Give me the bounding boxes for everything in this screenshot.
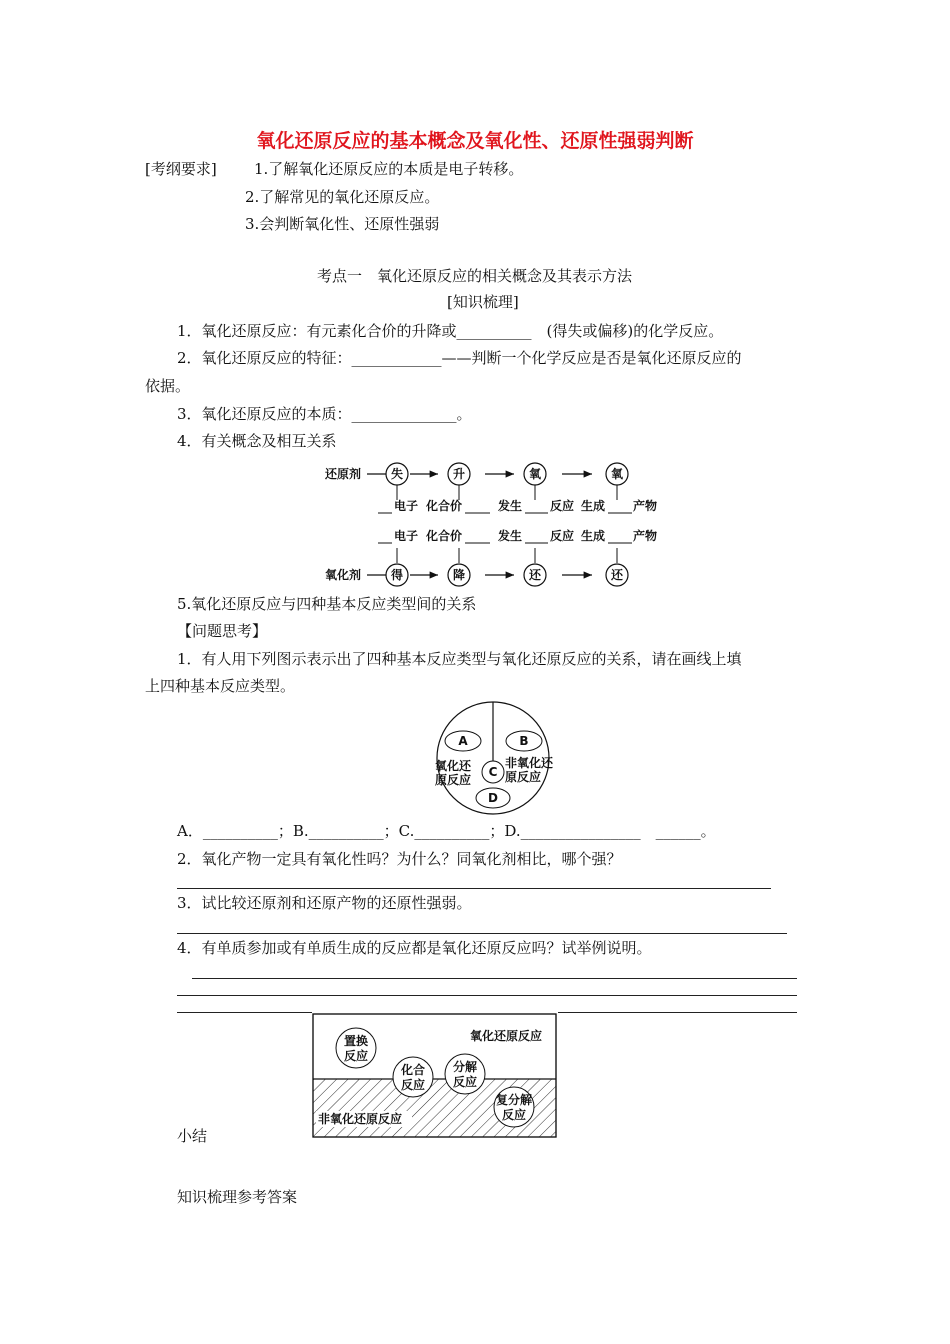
svg-text:A: A xyxy=(458,734,468,748)
questions-heading: 【问题思考】 xyxy=(177,622,268,640)
svg-text:氧化还: 氧化还 xyxy=(435,759,472,773)
svg-text:氧化还原反应: 氧化还原反应 xyxy=(470,1029,543,1043)
question-text: 4．有单质参加或有单质生成的反应都是氧化还原反应吗？试举例说明。 xyxy=(177,939,652,957)
answer-blanks[interactable]: A．__________；B.__________；C.__________；D.________________ ______。 xyxy=(177,822,716,840)
knowledge-item: 4．有关概念及相互关系 xyxy=(177,432,337,450)
svg-text:化合价: 化合价 xyxy=(426,499,463,513)
question-text: 上四种基本反应类型。 xyxy=(145,677,296,695)
svg-text:电子: 电子 xyxy=(394,499,419,513)
knowledge-item: 2．氧化还原反应的特征：____________——判断一个化学反应是否是氧化还原反应的 xyxy=(177,349,742,367)
svg-text:D: D xyxy=(488,791,498,805)
section-subheading: [知识梳理] xyxy=(447,293,519,311)
svg-text:反应: 反应 xyxy=(452,1075,478,1089)
answer-line[interactable] xyxy=(177,1012,312,1013)
svg-text:反应: 反应 xyxy=(550,529,575,543)
svg-text:复分解: 复分解 xyxy=(495,1093,533,1107)
svg-text:分解: 分解 xyxy=(452,1060,478,1074)
svg-text:反应: 反应 xyxy=(501,1108,527,1122)
svg-text:化合: 化合 xyxy=(400,1063,426,1077)
question-text: 3．试比较还原剂和还原产物的还原性强弱。 xyxy=(177,894,472,912)
knowledge-item: 3．氧化还原反应的本质：______________。 xyxy=(177,405,472,423)
svg-text:非氧化还: 非氧化还 xyxy=(505,756,554,770)
knowledge-item: 1．氧化还原反应：有元素化合价的升降或__________ (得失或偏移)的化学反应。 xyxy=(177,322,724,340)
flow-node-text: 还 xyxy=(528,568,542,582)
svg-text:置换: 置换 xyxy=(343,1034,369,1048)
concept-flow-diagram xyxy=(320,455,670,590)
svg-text:原反应: 原反应 xyxy=(505,770,542,784)
flow-node-text: 氧 xyxy=(528,467,542,481)
svg-text:化合价: 化合价 xyxy=(426,529,463,543)
answer-line[interactable] xyxy=(558,1012,797,1013)
answer-line[interactable] xyxy=(192,978,797,979)
flow-node-text: 升 xyxy=(452,467,466,481)
knowledge-item: 5.氧化还原反应与四种基本反应类型间的关系 xyxy=(177,595,477,613)
svg-text:生成: 生成 xyxy=(581,529,606,543)
svg-text:产物: 产物 xyxy=(633,499,658,513)
knowledge-item: 依据。 xyxy=(145,377,191,395)
svg-text:反应: 反应 xyxy=(343,1049,369,1063)
svg-text:发生: 发生 xyxy=(498,529,523,543)
reaction-type-box-diagram xyxy=(312,1013,558,1139)
svg-text:B: B xyxy=(519,734,529,748)
svg-text:非氧化还原反应: 非氧化还原反应 xyxy=(318,1112,403,1126)
answer-heading: 知识梳理参考答案 xyxy=(177,1188,298,1206)
flow-top-label: 还原剂 xyxy=(325,467,362,481)
requirement-item: 3.会判断氧化性、还原性强弱 xyxy=(245,215,440,233)
section-heading: 考点一 氧化还原反应的相关概念及其表示方法 xyxy=(317,267,633,285)
requirements-label: [考纲要求] xyxy=(145,160,217,178)
flow-node-text: 氧 xyxy=(610,467,624,481)
requirement-item: 2.了解常见的氧化还原反应。 xyxy=(245,188,440,206)
flow-node-text: 得 xyxy=(390,568,404,582)
page-title: 氧化还原反应的基本概念及氧化性、还原性强弱判断 xyxy=(256,130,694,152)
flow-node-text: 还 xyxy=(610,568,624,582)
reaction-circle-diagram xyxy=(425,700,565,818)
svg-text:C: C xyxy=(488,765,498,779)
flow-node-text: 失 xyxy=(390,467,404,481)
svg-text:原反应: 原反应 xyxy=(435,773,472,787)
svg-text:反应: 反应 xyxy=(550,499,575,513)
question-text: 1．有人用下列图示表示出了四种基本反应类型与氧化还原反应的关系，请在画线上填 xyxy=(177,650,742,668)
question-text: 2．氧化产物一定具有氧化性吗？为什么？同氧化剂相比，哪个强？ xyxy=(177,850,622,868)
svg-text:产物: 产物 xyxy=(633,529,658,543)
flow-node-text: 降 xyxy=(452,568,466,582)
flow-bottom-label: 氧化剂 xyxy=(325,568,362,582)
answer-line[interactable] xyxy=(177,933,787,934)
answer-line[interactable] xyxy=(177,888,771,889)
svg-text:电子: 电子 xyxy=(394,529,419,543)
answer-line[interactable] xyxy=(177,995,797,996)
svg-text:反应: 反应 xyxy=(400,1078,426,1092)
svg-text:生成: 生成 xyxy=(581,499,606,513)
svg-text:发生: 发生 xyxy=(498,499,523,513)
requirement-item: 1.了解氧化还原反应的本质是电子转移。 xyxy=(254,160,524,178)
summary-label: 小结 xyxy=(177,1127,208,1145)
